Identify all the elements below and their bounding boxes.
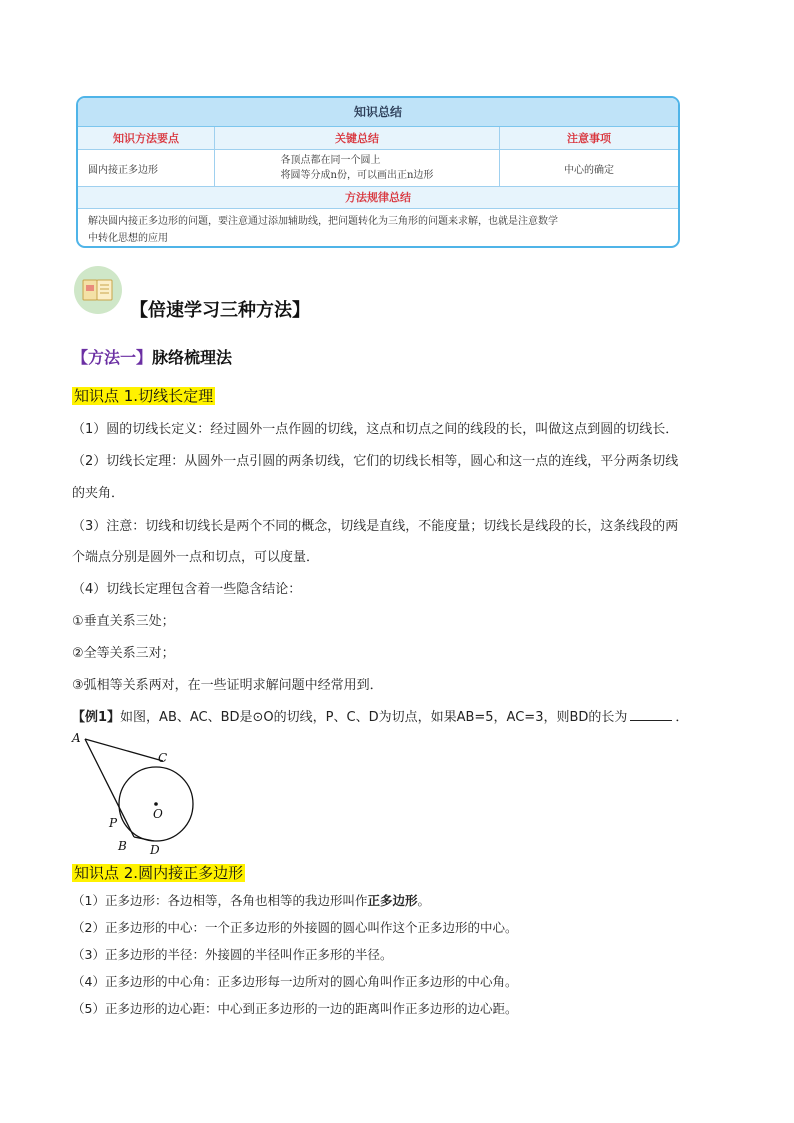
- example1-end: ．: [675, 710, 689, 725]
- kp2-line1-end: 。: [417, 893, 430, 908]
- kp2-line1-text: （1）正多边形：各边相等，各角也相等的我边形叫作: [72, 893, 368, 908]
- method-summary-text: [78, 209, 678, 247]
- kp2-heading: [72, 862, 245, 883]
- header-note: 注意事项: [567, 132, 611, 145]
- tangent-figure: [66, 726, 206, 858]
- book-icon: [74, 266, 122, 314]
- segment-bd: [134, 837, 154, 841]
- method-line: 解决圆内接正多边形的问题，要注意通过添加辅助线，把问题转化为三角形的问题来求解，也就是注意数学: [88, 216, 558, 227]
- example1-text: 如图，AB、AC、BD是⊙O的切线，P、C、D为切点，如果AB=5，AC=3，则BD的长为: [120, 710, 628, 725]
- kp1-line: （4）切线长定理包含着一些隐含结论：: [72, 582, 302, 597]
- example1: [72, 706, 688, 725]
- label-p: P: [109, 816, 118, 830]
- key-line: 各顶点都在同一个圆上: [280, 155, 381, 166]
- kp2-line: （2）正多边形的中心：一个正多边形的外接圆的圆心叫作这个正多边形的中心。: [72, 920, 518, 935]
- label-o: O: [153, 807, 163, 821]
- kp2-heading-text: 知识点 2.圆内接正多边形: [74, 864, 244, 882]
- method-title: [72, 345, 232, 368]
- kp1-line: （1）圆的切线长定义：经过圆外一点作圆的切线，这点和切点之间的线段的长，叫做这点到圆的切线长．: [72, 422, 679, 437]
- kp2-line: （4）正多边形的中心角：正多边形每一边所对的圆心角叫作正多边形的中心角。: [72, 974, 518, 989]
- kp1-line: 的夹角．: [72, 486, 125, 501]
- cell-key: [215, 150, 500, 186]
- kp1-heading: [72, 385, 215, 406]
- kp2-term: 正多边形: [367, 893, 418, 908]
- kp1-line: ③弧相等关系两对，在一些证明求解问题中经常用到．: [72, 678, 383, 693]
- header-key: 关键总结: [215, 127, 500, 149]
- summary-title: 知识总结: [78, 98, 678, 127]
- section-title: 【倍速学习三种方法】: [130, 300, 310, 321]
- segment-ac: [85, 739, 163, 761]
- summary-data-row: [78, 150, 678, 187]
- key-line: 将圆等分成n份，可以画出正n边形: [280, 170, 434, 181]
- kp1-line: ②全等关系三对；: [72, 646, 175, 661]
- knowledge-summary-card: [76, 96, 680, 248]
- cell-point: 圆内接正多边形: [78, 150, 215, 186]
- summary-header-row: [78, 127, 678, 150]
- label-d: D: [150, 843, 160, 857]
- method-name: 方法一: [88, 348, 137, 367]
- header-point: 知识方法要点: [78, 127, 215, 149]
- kp2-line: [72, 891, 430, 909]
- label-c: C: [158, 751, 168, 765]
- example1-label: 【例1】: [72, 710, 121, 725]
- method-bracket-open: 【: [72, 348, 89, 367]
- kp1-line: ①垂直关系三处；: [72, 614, 175, 629]
- cell-note: 中心的确定: [564, 164, 614, 176]
- kp1-heading-text: 知识点 1.切线长定理: [74, 387, 214, 405]
- method-line: 中转化思想的应用: [88, 233, 168, 244]
- method-bracket-close: 】: [136, 348, 153, 367]
- kp1-line: （2）切线长定理：从圆外一点引圆的两条切线，它们的切线长相等，圆心和这一点的连线，平分两条切线: [72, 454, 679, 469]
- center-point: [154, 802, 158, 806]
- kp2-line: （3）正多边形的半径：外接圆的半径叫作正多形的半径。: [72, 947, 393, 962]
- label-a: A: [72, 731, 81, 745]
- method-summary-header: 方法规律总结: [78, 187, 678, 209]
- label-b: B: [118, 839, 127, 853]
- method-desc: 脉络梳理法: [152, 348, 233, 367]
- kp2-line: （5）正多边形的边心距：中心到正多边形的一边的距离叫作正多边形的边心距。: [72, 1001, 518, 1016]
- answer-blank[interactable]: [630, 708, 672, 721]
- kp1-line: （3）注意：切线和切线长是两个不同的概念，切线是直线，不能度量；切线长是线段的长，这条线段的两: [72, 519, 679, 534]
- kp1-line: 个端点分别是圆外一点和切点，可以度量．: [72, 550, 320, 565]
